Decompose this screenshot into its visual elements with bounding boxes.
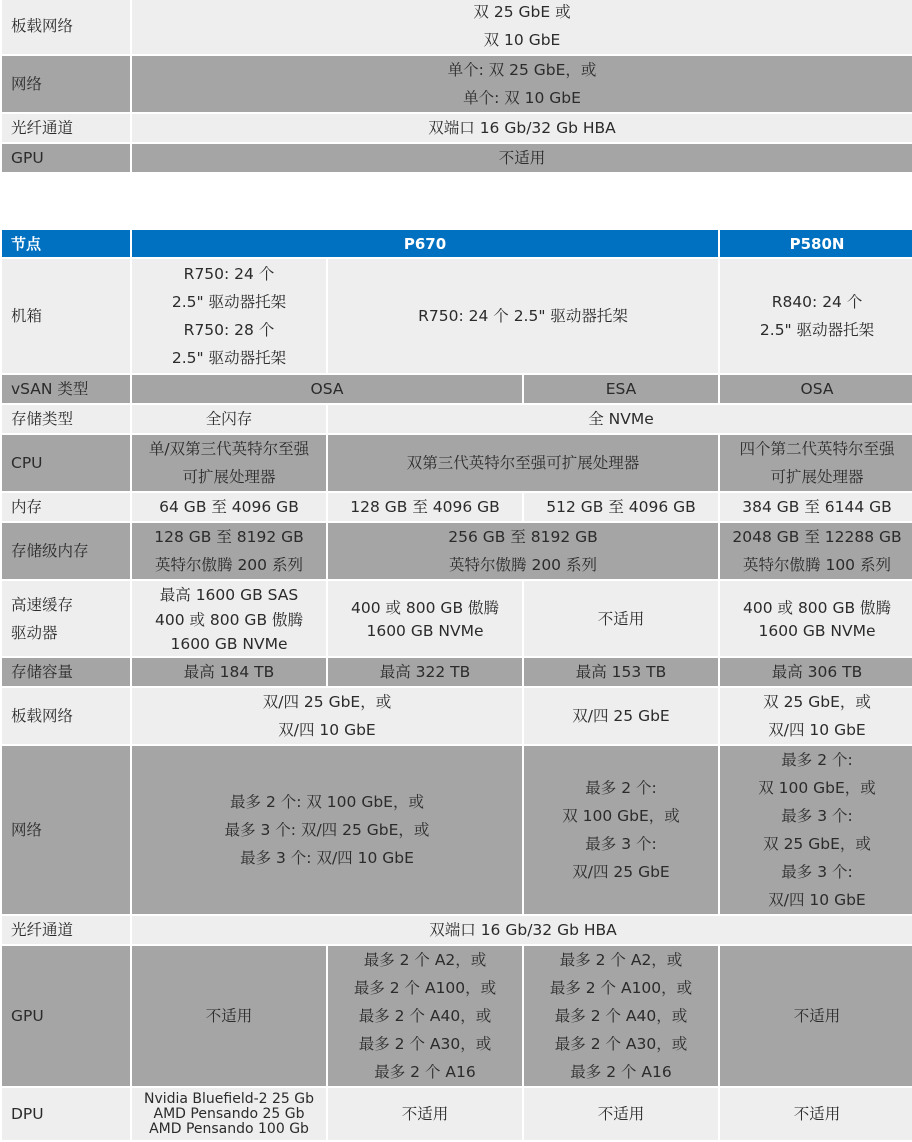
cell-line: 最多 2 个 A100，或 <box>549 979 693 997</box>
row-label-gpu: GPU <box>2 144 130 172</box>
cell-line: R750: 28 个 <box>183 321 275 339</box>
cell-value <box>328 523 718 579</box>
cell-value <box>720 746 912 914</box>
table-row <box>2 1088 912 1140</box>
cell-value: 双端口 16 Gb/32 Gb HBA <box>132 114 912 142</box>
cell-value: 不适用 <box>132 946 326 1086</box>
cell-line: 最多 2 个 A2，或 <box>559 951 683 969</box>
cell-line: 驱动器 <box>11 623 58 642</box>
cell-value: 384 GB 至 6144 GB <box>720 493 912 521</box>
cell-line: 双/四 25 GbE，或 <box>262 693 392 711</box>
cell-line: 最多 3 个: <box>781 863 853 881</box>
row-label-chassis: 机箱 <box>2 259 130 373</box>
row-label-gpu: GPU <box>2 946 130 1086</box>
cell-line: 2.5" 驱动器托架 <box>759 321 875 339</box>
table-row <box>2 688 912 744</box>
cell-value <box>132 746 522 914</box>
row-label-cache-drive <box>2 581 130 656</box>
table-row <box>2 493 912 521</box>
cell-value: 不适用 <box>132 144 912 172</box>
row-label-network: 网络 <box>2 746 130 914</box>
cell-line: 最多 2 个 A40，或 <box>554 1007 688 1025</box>
cell-line: 256 GB 至 8192 GB <box>448 528 598 546</box>
cell-line: 双 25 GbE 或 <box>473 3 571 21</box>
cell-line: 最多 2 个 A30，或 <box>554 1035 688 1053</box>
cell-value: 不适用 <box>524 581 718 656</box>
cell-line: 英特尔傲腾 100 系列 <box>743 556 891 574</box>
row-label-fibre-channel: 光纤通道 <box>2 114 130 142</box>
cell-line: 最多 2 个 A16 <box>570 1063 672 1081</box>
cell-value: 64 GB 至 4096 GB <box>132 493 326 521</box>
cell-line: 最多 2 个: 双 100 GbE，或 <box>230 793 424 811</box>
table-row <box>2 523 912 579</box>
row-label-cpu: CPU <box>2 435 130 491</box>
table-row <box>2 916 912 944</box>
row-label-storage-capacity: 存储容量 <box>2 658 130 686</box>
cell-value <box>328 581 522 656</box>
table-row <box>2 581 912 656</box>
table-row <box>2 746 912 914</box>
cell-line: 400 或 800 GB 傲腾 <box>743 599 892 617</box>
cell-line: 单/双第三代英特尔至强 <box>148 440 310 458</box>
cell-value: 不适用 <box>524 1088 718 1140</box>
cell-value <box>132 1088 326 1140</box>
table-row <box>2 435 912 491</box>
cell-value <box>720 523 912 579</box>
cell-line: AMD Pensando 100 Gb <box>149 1120 309 1137</box>
cell-value <box>720 688 912 744</box>
cell-value <box>524 746 718 914</box>
table-row <box>2 259 912 373</box>
row-label-fibre-channel: 光纤通道 <box>2 916 130 944</box>
cell-value <box>328 946 522 1086</box>
row-label-vsan-type: vSAN 类型 <box>2 375 130 403</box>
cell-value <box>132 523 326 579</box>
cell-line: 最多 3 个: 双/四 25 GbE，或 <box>224 821 430 839</box>
cell-line: 最高 1600 GB SAS <box>159 585 299 604</box>
table-header-row <box>2 230 912 257</box>
cell-value <box>524 946 718 1086</box>
cell-value <box>720 259 912 373</box>
cell-value: 双端口 16 Gb/32 Gb HBA <box>132 916 912 944</box>
cell-line: 可扩展处理器 <box>770 468 864 486</box>
cell-line: 最多 2 个 A100，或 <box>353 979 497 997</box>
cell-value: 不适用 <box>720 1088 912 1140</box>
cell-line: 400 或 800 GB 傲腾 <box>350 599 500 617</box>
cell-value: OSA <box>720 375 912 403</box>
cell-line: 双 25 GbE，或 <box>763 693 871 711</box>
cell-value <box>132 259 326 373</box>
cell-line: 单个: 双 10 GbE <box>463 89 581 107</box>
cell-line: 最多 3 个: <box>585 835 657 853</box>
row-label-storage-class-memory: 存储级内存 <box>2 523 130 579</box>
cell-value: 不适用 <box>720 946 912 1086</box>
cell-line: R840: 24 个 <box>771 293 863 311</box>
cell-line: 2.5" 驱动器托架 <box>171 349 287 367</box>
cell-value: 全 NVMe <box>328 405 912 433</box>
cell-line: 双/四 10 GbE <box>768 721 866 739</box>
row-label-onboard-network: 板载网络 <box>2 688 130 744</box>
cell-value: OSA <box>132 375 522 403</box>
cell-line: 2.5" 驱动器托架 <box>171 293 287 311</box>
cell-line: Nvidia Bluefield-2 25 Gb <box>143 1090 315 1107</box>
cell-value <box>132 581 326 656</box>
cell-line: 1600 GB NVMe <box>366 622 484 640</box>
cell-line: 四个第二代英特尔至强 <box>739 440 895 458</box>
cell-line: 1600 GB NVMe <box>758 622 876 640</box>
cell-value: ESA <box>524 375 718 403</box>
table-row <box>2 375 912 403</box>
row-label-storage-type: 存储类型 <box>2 405 130 433</box>
cell-line: 2048 GB 至 12288 GB <box>732 528 902 546</box>
cell-value <box>720 581 912 656</box>
node-spec-table <box>0 228 912 1142</box>
cell-value <box>132 435 326 491</box>
cell-value: 128 GB 至 4096 GB <box>328 493 522 521</box>
header-p670: P670 <box>132 230 718 257</box>
cell-line: 最多 3 个: <box>781 807 853 825</box>
cell-value <box>132 688 522 744</box>
table-row <box>2 405 912 433</box>
cell-line: 可扩展处理器 <box>182 468 276 486</box>
cell-value: 双/四 25 GbE <box>524 688 718 744</box>
cell-line: 最多 2 个: <box>585 779 657 797</box>
cell-line: 双 10 GbE <box>483 31 561 49</box>
header-p580n: P580N <box>720 230 912 257</box>
row-label-network: 网络 <box>2 56 130 112</box>
cell-line: 双 100 GbE，或 <box>562 807 680 825</box>
cell-line: 英特尔傲腾 200 系列 <box>155 556 303 574</box>
cell-value: 最高 322 TB <box>328 658 522 686</box>
cell-line: 双 25 GbE，或 <box>763 835 871 853</box>
cell-value: 双第三代英特尔至强可扩展处理器 <box>328 435 718 491</box>
top-spec-table <box>0 0 912 174</box>
table-row <box>2 144 912 172</box>
cell-line: 128 GB 至 8192 GB <box>154 528 304 546</box>
cell-line: 双/四 25 GbE <box>572 863 670 881</box>
table-row <box>2 0 912 54</box>
cell-line: 1600 GB NVMe <box>170 634 288 653</box>
row-label-memory: 内存 <box>2 493 130 521</box>
cell-value: 不适用 <box>328 1088 522 1140</box>
cell-value: 最高 306 TB <box>720 658 912 686</box>
cell-value <box>132 56 912 112</box>
cell-line: 最多 2 个: <box>781 751 853 769</box>
cell-value: R750: 24 个 2.5" 驱动器托架 <box>328 259 718 373</box>
cell-value: 最高 153 TB <box>524 658 718 686</box>
cell-line: 最多 2 个 A40，或 <box>358 1007 492 1025</box>
table-row <box>2 56 912 112</box>
cell-line: 最多 2 个 A16 <box>374 1063 476 1081</box>
row-label-onboard-network: 板载网络 <box>2 0 130 54</box>
cell-value <box>720 435 912 491</box>
cell-value <box>132 0 912 54</box>
cell-line: 400 或 800 GB 傲腾 <box>154 610 304 629</box>
cell-line: 双 100 GbE，或 <box>758 779 876 797</box>
cell-line: 英特尔傲腾 200 系列 <box>449 556 597 574</box>
cell-line: 最多 2 个 A30，或 <box>358 1035 492 1053</box>
table-row <box>2 114 912 142</box>
table-row <box>2 946 912 1086</box>
cell-value: 512 GB 至 4096 GB <box>524 493 718 521</box>
cell-line: 双/四 10 GbE <box>278 721 376 739</box>
cell-line: R750: 24 个 <box>183 265 275 283</box>
header-node: 节点 <box>2 230 130 257</box>
row-label-dpu: DPU <box>2 1088 130 1140</box>
cell-line: 单个: 双 25 GbE，或 <box>447 61 597 79</box>
cell-line: AMD Pensando 25 Gb <box>153 1105 305 1122</box>
cell-line: 双/四 10 GbE <box>768 891 866 909</box>
table-row <box>2 658 912 686</box>
cell-line: 最多 2 个 A2，或 <box>363 951 487 969</box>
cell-line: 最多 3 个: 双/四 10 GbE <box>240 849 414 867</box>
cell-line: 高速缓存 <box>11 595 74 614</box>
cell-value: 全闪存 <box>132 405 326 433</box>
cell-value: 最高 184 TB <box>132 658 326 686</box>
